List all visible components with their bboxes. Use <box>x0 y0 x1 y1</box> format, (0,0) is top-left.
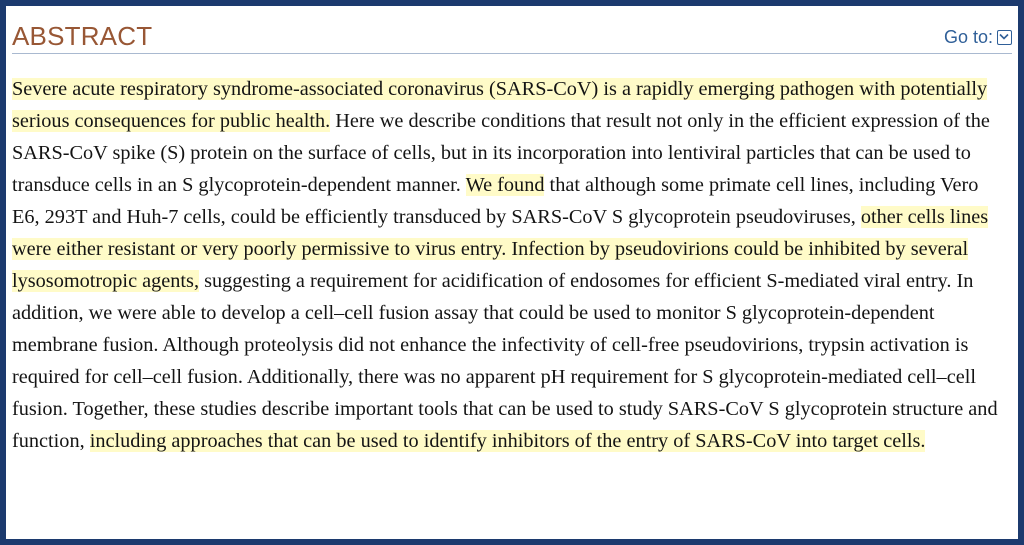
abstract-segment: Here we describe conditions that result not only in the efficient expression of the SARS-CoV spike (S) protein on the surface of cells, but in its incorporation into lentiviral particles that can be used to transduce cells in an S glycoprotein-dependent manner. <box>12 110 990 196</box>
section-header <box>6 6 1018 56</box>
header-divider <box>12 53 1012 54</box>
abstract-text <box>12 73 1010 457</box>
abstract-segment: other cells lines were either resistant or very poorly permissive to virus entry. Infection by pseudovirions could be inhibited by several lysosomotropic agents, <box>12 206 989 292</box>
abstract-segment: suggesting a requirement for acidification of endosomes for efficient S-mediated viral entry. In addition, we were able to develop a cell–cell fusion assay that could be used to monitor S glycoprotein-dependent membrane fusion. Although proteolysis did not enhance the infectivity of cell-free pseudovirions, trypsin activation is required for cell–cell fusion. Additionally, there was no apparent pH requirement for S glycoprotein-mediated cell–cell fusion. Together, these studies describe important tools that can be used to study SARS-CoV S glycoprotein structure and function, <box>12 270 998 452</box>
abstract-segment: Severe acute respiratory syndrome-associated coronavirus (SARS-CoV) is a rapidly emerging pathogen with potentially serious consequences for public health. <box>12 78 988 132</box>
abstract-segment: We found <box>465 174 545 196</box>
section-heading: ABSTRACT <box>12 21 153 51</box>
abstract-panel <box>6 6 1018 539</box>
goto-menu[interactable] <box>944 26 1012 48</box>
abstract-segment: that although some primate cell lines, including Vero E6, 293T and Huh-7 cells, could be efficiently transduced by SARS-CoV S glycoprotein pseudoviruses, <box>12 174 979 228</box>
abstract-segment: including approaches that can be used to identify inhibitors of the entry of SARS-CoV into target cells. <box>89 430 926 452</box>
chevron-down-box-icon[interactable] <box>997 30 1012 45</box>
goto-label: Go to: <box>943 27 993 47</box>
